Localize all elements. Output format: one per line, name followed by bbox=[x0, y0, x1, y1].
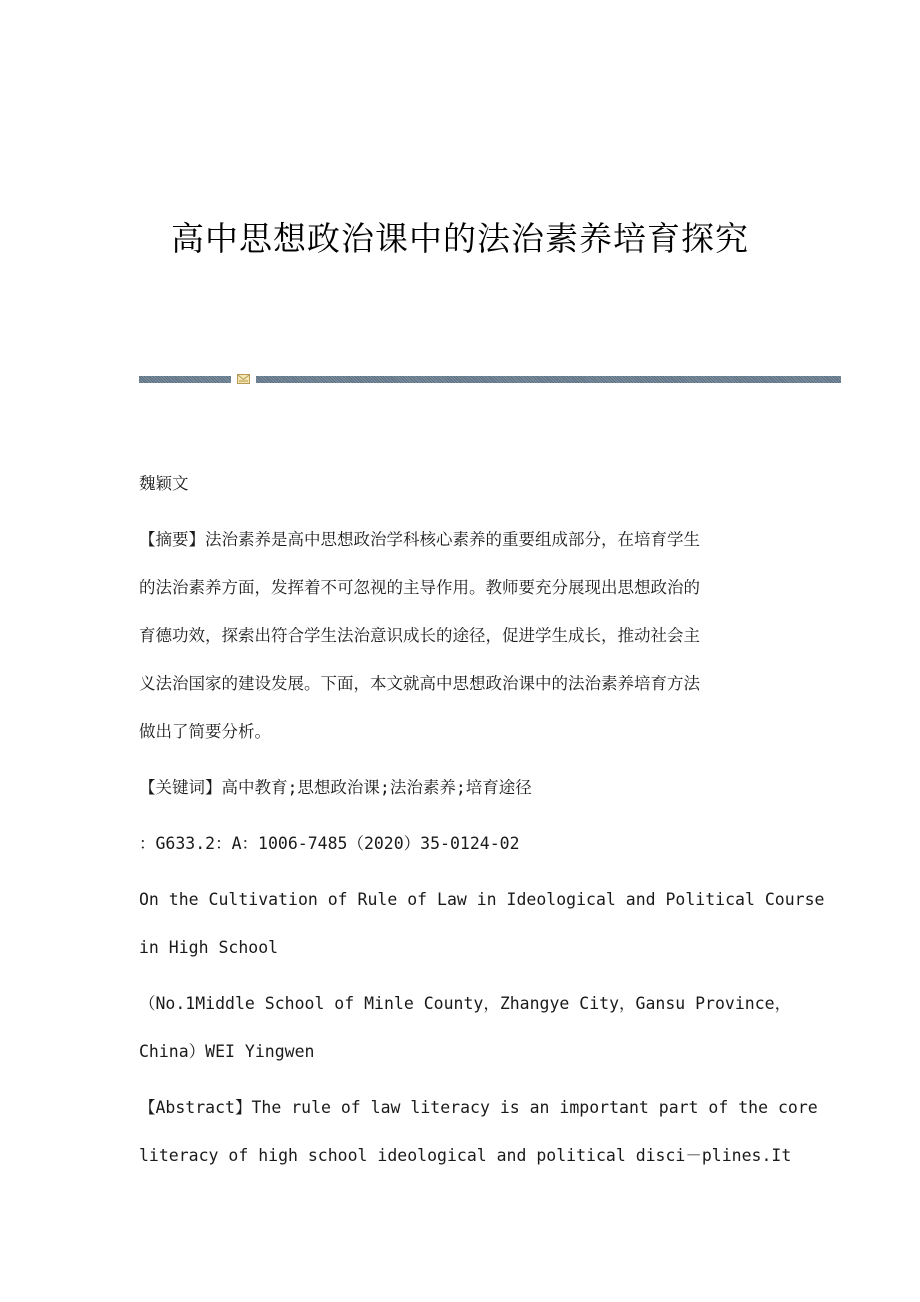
english-title-line: On the Cultivation of Rule of Law in Ideological and Political Course bbox=[139, 890, 825, 909]
document-title: 高中思想政治课中的法治素养培育探究 bbox=[171, 219, 749, 258]
abstract-en bbox=[139, 1084, 818, 1180]
abstract-cn-line: 的法治素养方面，发挥着不可忽视的主导作用。教师要充分展现出思想政治的 bbox=[139, 578, 700, 597]
abstract-cn bbox=[139, 516, 789, 756]
english-affiliation bbox=[139, 980, 792, 1076]
abstract-cn-line: 义法治国家的建设发展。下面，本文就高中思想政治课中的法治素养培育方法 bbox=[139, 674, 700, 693]
abstract-en-line: literacy of high school ideological and political disci－plines.It bbox=[139, 1146, 792, 1165]
abstract-cn-line: 【摘要】法治素养是高中思想政治学科核心素养的重要组成部分，在培育学生 bbox=[139, 530, 700, 549]
abstract-en-line: 【Abstract】The rule of law literacy is an important part of the core bbox=[139, 1098, 818, 1117]
english-title-line: in High School bbox=[139, 938, 279, 957]
divider-ornament-icon bbox=[237, 374, 250, 384]
abstract-cn-line: 育德功效，探索出符合学生法治意识成长的途径，促进学生成长，推动社会主 bbox=[139, 626, 700, 645]
author-name: 魏颖文 bbox=[139, 474, 189, 493]
classification-code: ：G633.2：A：1006-7485（2020）35-0124-02 bbox=[139, 834, 520, 853]
english-title bbox=[139, 876, 825, 972]
abstract-cn-line: 做出了简要分析。 bbox=[139, 722, 271, 741]
divider-bar-left bbox=[139, 376, 231, 383]
keywords-cn: 【关键词】高中教育;思想政治课;法治素养;培育途径 bbox=[139, 778, 532, 797]
title-divider bbox=[139, 374, 841, 384]
affiliation-line: （No.1Middle School of Minle County，Zhangye City，Gansu Province， bbox=[139, 994, 792, 1013]
affiliation-line: China）WEI Yingwen bbox=[139, 1042, 315, 1061]
divider-bar-right bbox=[256, 376, 841, 383]
